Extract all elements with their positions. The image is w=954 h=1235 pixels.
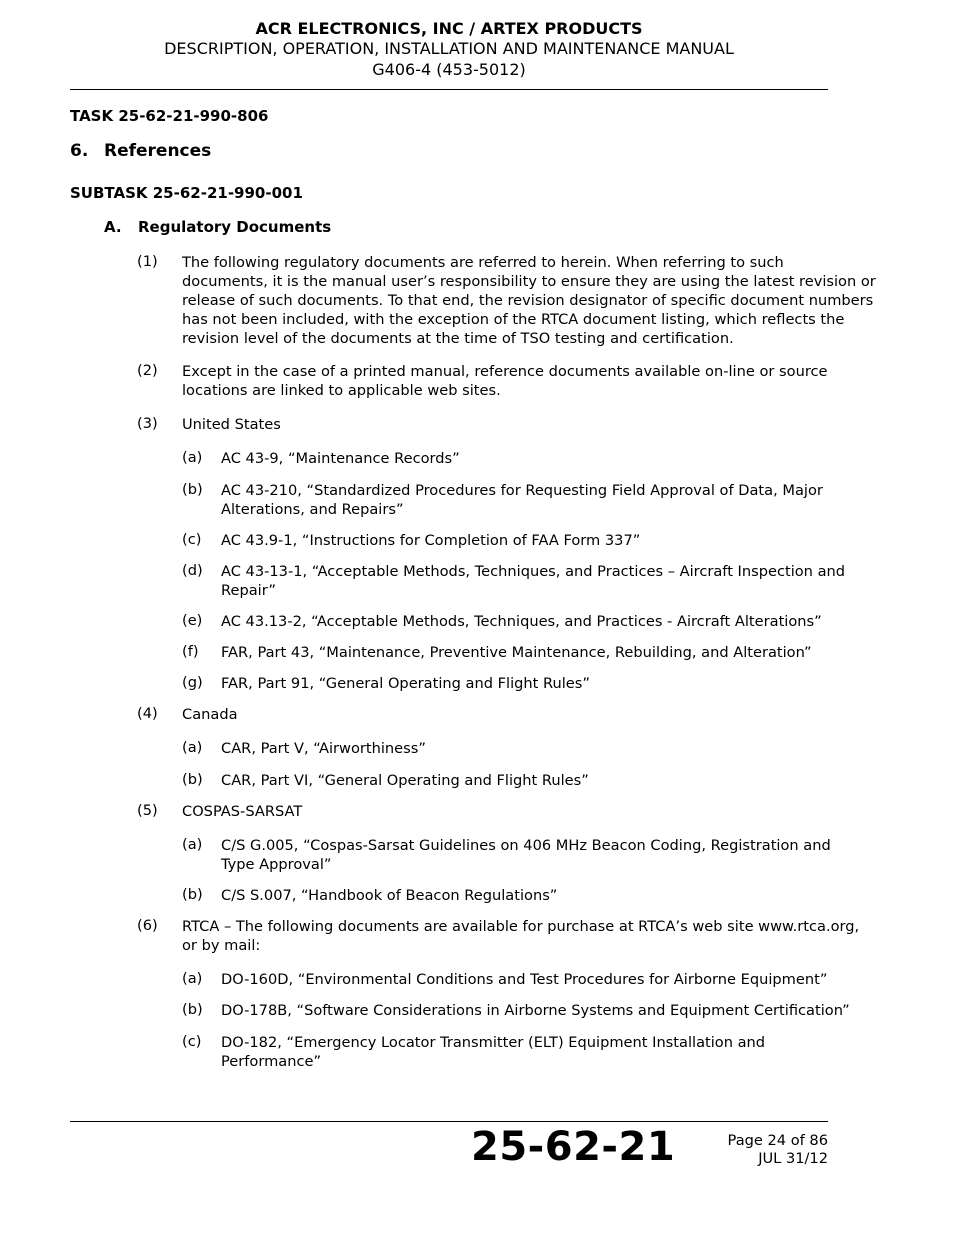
paragraph-number: (1) (137, 253, 158, 270)
paragraph-line: revision level of the documents at the time of TSO testing and certification. (182, 330, 734, 347)
item-letter: (d) (182, 562, 203, 579)
header-divider (70, 89, 828, 90)
list-item-line: C/S G.005, “Cospas-Sarsat Guidelines on 406 MHz Beacon Coding, Registration and (221, 837, 831, 854)
revision-date: JUL 31/12 (758, 1150, 828, 1167)
list-item: CAR, Part VI, “General Operating and Flight Rules” (221, 772, 589, 789)
list-item: AC 43.9-1, “Instructions for Completion of FAA Form 337” (221, 532, 641, 549)
list-item-line: AC 43-210, “Standardized Procedures for Requesting Field Approval of Data, Major (221, 482, 823, 499)
list-item-line: DO-182, “Emergency Locator Transmitter (ELT) Equipment Installation and (221, 1034, 766, 1051)
paragraph-text: COSPAS-SARSAT (182, 803, 303, 820)
item-letter: (b) (182, 771, 203, 788)
subtask-heading: SUBTASK 25-62-21-990-001 (70, 184, 303, 202)
list-item: DO-160D, “Environmental Conditions and Test Procedures for Airborne Equipment” (221, 971, 828, 988)
item-letter: (c) (182, 531, 202, 548)
paragraph-text (182, 253, 876, 348)
paragraph-number: (6) (137, 917, 158, 934)
item-letter: (a) (182, 836, 203, 853)
footer-doc-number: 25-62-21 (471, 1124, 676, 1170)
item-letter: (c) (182, 1033, 202, 1050)
list-item-line: Performance” (221, 1053, 322, 1070)
list-item (221, 481, 823, 519)
paragraph-text (182, 917, 859, 955)
item-letter: (a) (182, 970, 203, 987)
paragraph-line: RTCA – The following documents are available for purchase at RTCA’s web site www.rtca.org, (182, 918, 860, 935)
item-letter: (b) (182, 1001, 203, 1018)
header-company: ACR ELECTRONICS, INC / ARTEX PRODUCTS (255, 19, 643, 38)
footer-divider (70, 1121, 828, 1122)
paragraph-number: (5) (137, 802, 158, 819)
subsection-title: Regulatory Documents (138, 218, 332, 236)
paragraph-text (182, 362, 828, 400)
paragraph-number: (3) (137, 415, 158, 432)
paragraph-line: locations are linked to applicable web sites. (182, 382, 501, 399)
list-item (221, 1033, 765, 1071)
list-item: FAR, Part 91, “General Operating and Flight Rules” (221, 675, 590, 692)
list-item: AC 43-9, “Maintenance Records” (221, 450, 460, 467)
paragraph-line: documents, it is the manual user’s responsibility to ensure they are using the latest revision or (182, 273, 876, 290)
item-letter: (a) (182, 739, 203, 756)
paragraph-line: Except in the case of a printed manual, reference documents available on-line or source (182, 363, 828, 380)
paragraph-line: has not been included, with the exception of the RTCA document listing, which reflects the (182, 311, 845, 328)
paragraph-number: (4) (137, 705, 158, 722)
list-item: CAR, Part V, “Airworthiness” (221, 740, 426, 757)
item-letter: (b) (182, 481, 203, 498)
list-item (221, 836, 831, 874)
list-item (221, 562, 845, 600)
list-item: FAR, Part 43, “Maintenance, Preventive Maintenance, Rebuilding, and Alteration” (221, 644, 812, 661)
list-item-line: Alterations, and Repairs” (221, 501, 404, 518)
list-item: DO-178B, “Software Considerations in Airborne Systems and Equipment Certification” (221, 1002, 850, 1019)
page-number: Page 24 of 86 (727, 1132, 828, 1149)
paragraph-line: The following regulatory documents are referred to herein. When referring to such (182, 254, 784, 271)
list-item-line: Repair” (221, 582, 276, 599)
item-letter: (b) (182, 886, 203, 903)
paragraph-number: (2) (137, 362, 158, 379)
subsection-letter: A. (104, 218, 122, 236)
item-letter: (f) (182, 643, 199, 660)
item-letter: (g) (182, 674, 203, 691)
paragraph-text: Canada (182, 706, 238, 723)
paragraph-text: United States (182, 416, 281, 433)
task-heading: TASK 25-62-21-990-806 (70, 107, 269, 125)
header-manual-title: DESCRIPTION, OPERATION, INSTALLATION AND MAINTENANCE MANUAL (164, 39, 734, 58)
header-model: G406-4 (453-5012) (372, 60, 526, 79)
list-item: C/S S.007, “Handbook of Beacon Regulations” (221, 887, 558, 904)
list-item-line: Type Approval” (221, 856, 332, 873)
paragraph-line: or by mail: (182, 937, 261, 954)
list-item: AC 43.13-2, “Acceptable Methods, Techniques, and Practices - Aircraft Alterations” (221, 613, 822, 630)
footer-page-info (628, 1132, 828, 1168)
section-number: 6. (70, 141, 89, 161)
item-letter: (a) (182, 449, 203, 466)
item-letter: (e) (182, 612, 203, 629)
paragraph-line: release of such documents. To that end, the revision designator of specific document numbers (182, 292, 874, 309)
section-title: References (104, 141, 212, 161)
list-item-line: AC 43-13-1, “Acceptable Methods, Techniques, and Practices – Aircraft Inspection and (221, 563, 846, 580)
